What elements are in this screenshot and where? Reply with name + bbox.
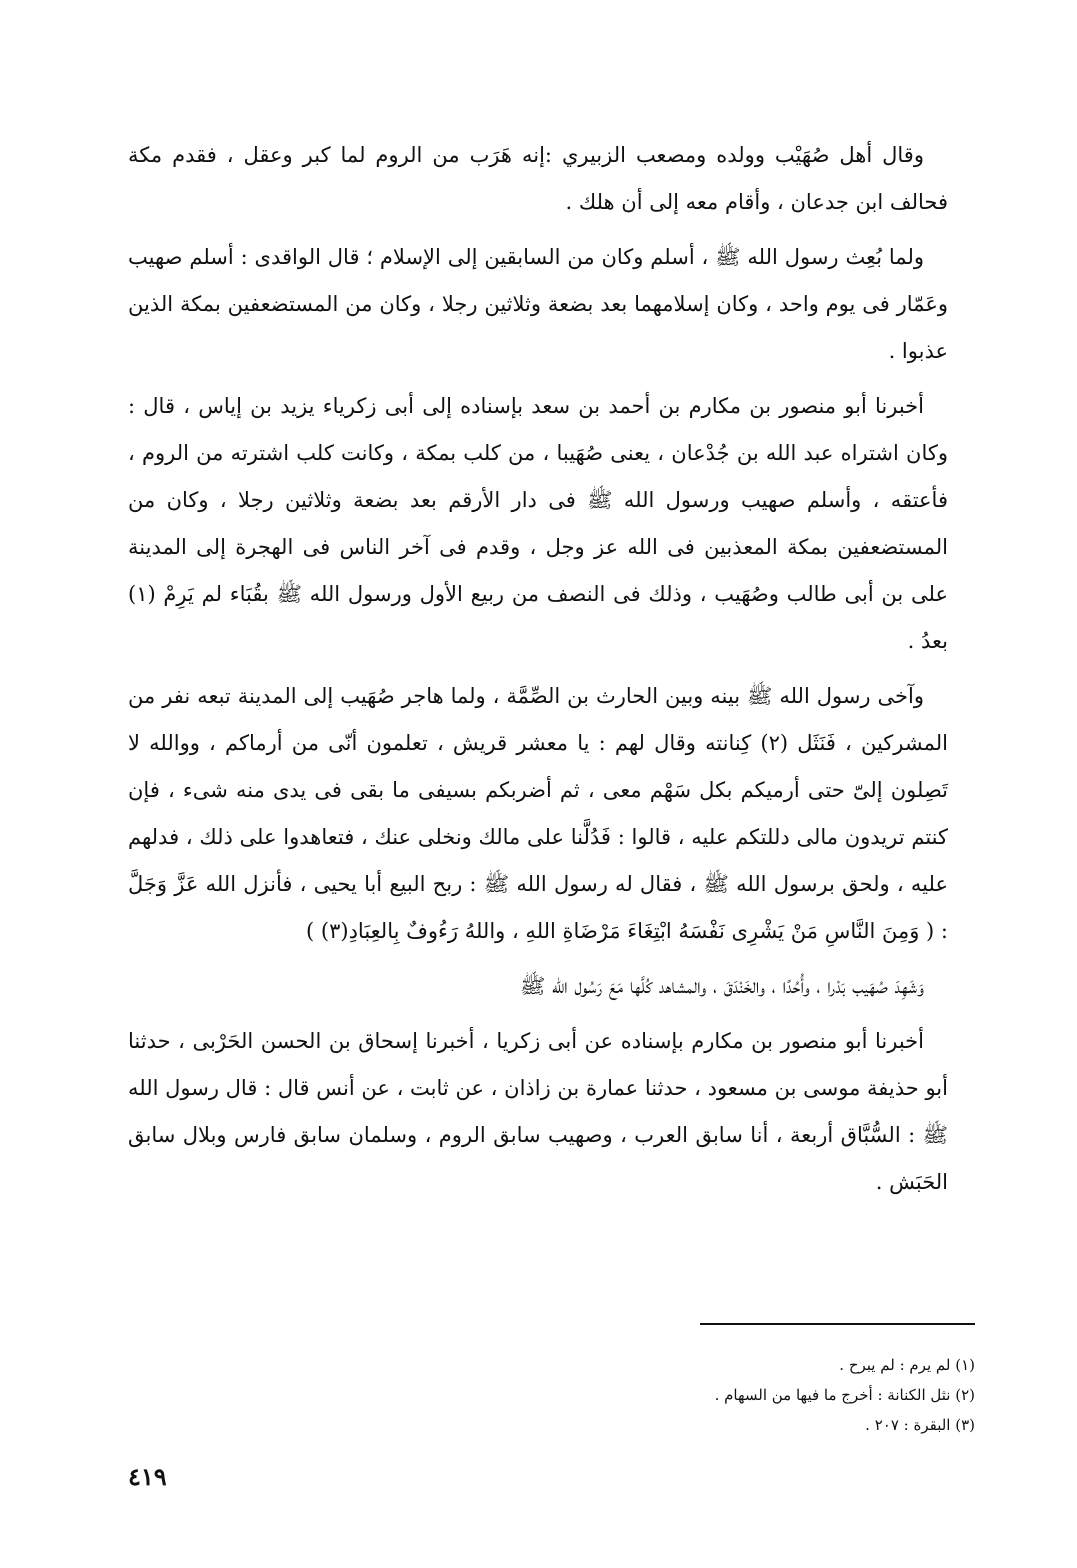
paragraph-5: وَشَهِدَ صُهَيب بَدْرا ، وأُحُدًا ، والخَنْدَقَ ، والمشاهد كُلَّها مَعَ رَسُول الله ﷺ [519,974,924,998]
footnote-3: (٣) البقرة : ٢٠٧ . [865,1416,975,1434]
footnote-divider [700,1323,975,1325]
page-number: ٤١٩ [128,1462,167,1491]
paragraph-3: أخبرنا أبو منصور بن مكارم بن أحمد بن سعد بإسناده إلى أبى زكرياء يزيد بن إياس ، قال : وكان اشتراه عبد الله بن جُدْعان ، يعنى صُهَيبا ، من كلب بمكة ، وكانت كلب اشترته من الروم ، فأعتقه ، وأسلم صهيب ورسول الله ﷺ فى دار الأرقم بعد بضعة وثلاثين رجلا ، وكان من المستضعفين بمكة المعذبين فى الله عز وجل ، وقدم فى آخر الناس فى الهجرة إلى المدينة على بن أبى طالب وصُهَيب ، وذلك فى النصف من ربيع الأول ورسول الله ﷺ بقُبَاء لم يَرِمْ (١) بعدُ . [128,394,948,653]
paragraph-4: وآخى رسول الله ﷺ بينه وبين الحارث بن الصِّمَّة ، ولما هاجر صُهَيب إلى المدينة تبعه نفر من المشركين ، فَنَثَل (٢) كِنانته وقال لهم : يا معشر قريش ، تعلمون أنّى من أرماكم ، ووالله لا تَصِلون إلىّ حتى أرميكم بكل سَهْم معى ، ثم أضربكم بسيفى ما بقى فى يدى منه شىء ، فإن كنتم تريدون مالى دللتكم عليه ، قالوا : فَدُلَّنا على مالك ونخلى عنك ، فتعاهدوا على ذلك ، فدلهم عليه ، ولحق برسول الله ﷺ ، فقال له رسول الله ﷺ : ربح البيع أبا يحيى ، فأنزل الله عَزَّ وَجَلَّ : ( وَمِنَ النَّاسِ مَنْ يَشْرِى نَفْسَهُ ابْتِغَاءَ مَرْضَاةِ اللهِ ، واللهُ رَءُوفٌ بِالعِبَادِ(٣) ) [128,684,948,943]
paragraph-6: أخبرنا أبو منصور بن مكارم بإسناده عن أبى زكريا ، أخبرنا إسحاق بن الحسن الحَرْبى ، حدثنا أبو حذيفة موسى بن مسعود ، حدثنا عمارة بن زاذان ، عن ثابت ، عن أنس قال : قال رسول الله ﷺ : السُّبَّاق أربعة ، أنا سابق العرب ، وصهيب سابق الروم ، وسلمان سابق فارس وبلال سابق الحَبَش . [128,1029,948,1194]
paragraph-1: وقال أهل صُهَيْب وولده ومصعب الزبيري :إنه هَرَب من الروم لما كبر وعقل ، فقدم مكة فحالف ابن جدعان ، وأقام معه إلى أن هلك . [128,143,948,214]
footnote-1: (١) لم يرم : لم يبرح . [839,1356,975,1374]
footnote-2: (٢) نثل الكنانة : أخرج ما فيها من السهام . [714,1386,975,1404]
footnotes [640,1350,975,1440]
paragraph-2: ولما بُعِث رسول الله ﷺ ، أسلم وكان من السابقين إلى الإسلام ؛ قال الواقدى : أسلم صهيب وعَمّار فى يوم واحد ، وكان إسلامهما بعد بضعة وثلاثين رجلا ، وكان من المستضعفين بمكة الذين عذبوا . [128,245,948,363]
main-text [128,132,948,1206]
